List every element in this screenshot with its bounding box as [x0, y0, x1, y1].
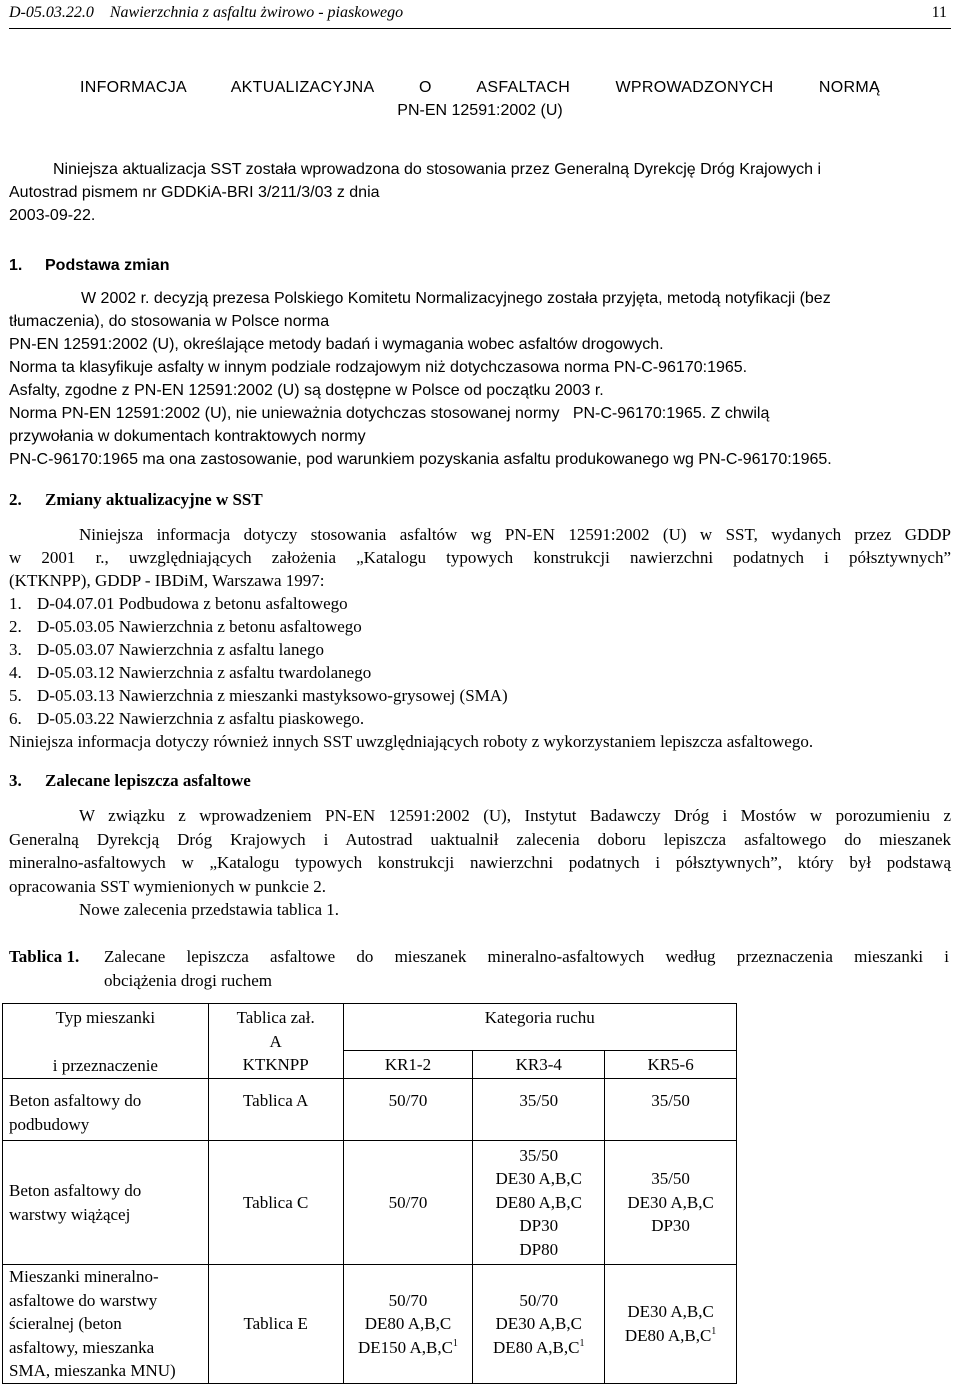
page-number: 11	[931, 4, 947, 21]
paragraph-line: przywołania w dokumentach kontraktowych normy	[9, 428, 366, 445]
table-header-row	[3, 1004, 737, 1051]
section-1-heading	[9, 256, 169, 276]
list-item: 4. D-05.03.12 Nawierzchnia z asfaltu twardolanego	[9, 663, 372, 682]
row-kr12: 50/70	[343, 1141, 473, 1265]
section-3-body	[9, 804, 951, 922]
paragraph-line: W związku z wprowadzeniem PN-EN 12591:2002 (U), Instytut Badawczy Dróg i Mostów w porozumieniu z	[79, 806, 951, 825]
paragraph-line: Niniejsza informacja dotyczy stosowania asfaltów wg PN-EN 12591:2002 (U) w SST, wydanych przez GDDP	[79, 525, 951, 544]
row-ktknpp-table: Tablica E	[208, 1265, 343, 1384]
row-ktknpp-table: Tablica A	[208, 1079, 343, 1141]
section-2-body	[9, 523, 951, 753]
header-kr34: KR3-4	[473, 1051, 605, 1079]
page-header	[9, 2, 951, 29]
intro-line: 2003-09-22.	[9, 207, 96, 224]
section-title: Zalecane lepiszcza asfaltowe	[45, 771, 251, 790]
paragraph-line: Niniejsza informacja dotyczy również innych SST uwzględniających roboty z wykorzystaniem lepiszcza asfaltowego.	[9, 732, 814, 751]
header-kr56: KR5-6	[605, 1051, 737, 1079]
paragraph-line: opracowania SST wymienionych w punkcie 2.	[9, 876, 326, 896]
row-kr34: 35/50 DE30 A,B,C DE80 A,B,C DP30 DP80	[473, 1141, 605, 1265]
section-3-heading	[9, 770, 251, 792]
header-document-title: D-05.03.22.0 Nawierzchnia z asfaltu żwirowo - piaskowego	[9, 4, 404, 21]
paragraph-line: (KTKNPP), GDDP - IBDiM, Warszawa 1997:	[9, 571, 325, 590]
table-row	[3, 1265, 737, 1384]
section-2-heading	[9, 489, 263, 511]
section-number: 1.	[9, 257, 23, 274]
row-kr12: 50/70	[343, 1079, 473, 1141]
row-kr56: DE30 A,B,C DE80 $A,B,C^1$	[605, 1265, 737, 1384]
paragraph-line: PN-EN 12591:2002 (U), określające metody badań i wymagania wobec asfaltów drogowych.	[9, 336, 664, 353]
paragraph-line: mineralno-asfaltowych w „Katalogu typowych konstrukcji nawierzchni podatnych i półsztywnych”, który był podstawą	[9, 853, 951, 872]
table-caption	[9, 945, 951, 993]
table-caption-label: Tablica 1.	[9, 947, 80, 966]
table-row	[3, 1141, 737, 1265]
section-1-body	[9, 287, 949, 471]
intro-paragraph	[9, 158, 909, 227]
list-item: 5. D-05.03.13 Nawierzchnia z mieszanki mastyksowo-grysowej (SMA)	[9, 686, 508, 705]
section-title: Zmiany aktualizacyjne w SST	[45, 490, 263, 509]
list-item: 6. D-05.03.22 Nawierzchnia z asfaltu piaskowego.	[9, 709, 365, 728]
section-title: Podstawa zmian	[45, 257, 170, 274]
intro-line: Autostrad pismem nr GDDKiA-BRI 3/211/3/03 z dnia	[9, 184, 380, 201]
paragraph-line: W 2002 r. decyzją prezesa Polskiego Komitetu Normalizacyjnego została przyjęta, metodą notyfikacji (bez	[81, 290, 831, 307]
list-item: 2. D-05.03.05 Nawierzchnia z betonu asfaltowego	[9, 617, 362, 636]
paragraph-line: PN-C-96170:1965 ma ona zastosowanie, pod warunkiem pozyskania asfaltu produkowanego wg PN-C-96170:1965.	[9, 451, 832, 468]
table-caption-text: obciążenia drogi ruchem	[104, 971, 273, 990]
paragraph-line: w 2001 r., uwzględniających założenia „Katalogu typowych konstrukcji nawierzchni podatnych i półsztywnych”	[9, 548, 951, 567]
row-kr34: 35/50	[473, 1079, 605, 1141]
row-mix-type: Beton asfaltowy do warstwy wiążącej	[3, 1141, 209, 1265]
row-mix-type: Beton asfaltowy do podbudowy	[3, 1079, 209, 1141]
row-kr12: 50/70 DE80 A,B,C DE150 $A,B,C^1$	[343, 1265, 473, 1384]
row-mix-type: Mieszanki mineralno- asfaltowe do warstwy ścieralnej (beton asfaltowy, mieszanka SMA, mieszanka MNU)	[3, 1265, 209, 1384]
header-ktknpp-table: Tablica zał. A KTKNPP	[208, 1004, 343, 1079]
paragraph-line: Nowe zalecenia przedstawia tablica 1.	[79, 900, 340, 919]
footnote-marker: 1	[711, 1325, 717, 1337]
table-caption-text: Zalecane lepiszcza asfaltowe do mieszanek mineralno-asfaltowych według przeznaczenia mieszanki i	[104, 947, 949, 966]
footnote-marker: 1	[579, 1337, 585, 1349]
paragraph-line: Asfalty, zgodne z PN-EN 12591:2002 (U) są dostępne w Polsce od początku 2003 r.	[9, 382, 604, 399]
paragraph-line: Norma ta klasyfikuje asfalty w innym podziale rodzajowym niż dotychczasowa norma PN-C-96170:1965.	[9, 359, 748, 376]
header-mix-type: Typ mieszanki i przeznaczenie	[3, 1004, 209, 1079]
table-row	[3, 1079, 737, 1141]
intro-line: Niniejsza aktualizacja SST została wprowadzona do stosowania przez Generalną Dyrekcję Dróg Krajowych i	[53, 161, 822, 178]
row-kr56: 35/50 DE30 A,B,C DP30	[605, 1141, 737, 1265]
header-kr12: KR1-2	[343, 1051, 473, 1079]
header-traffic-category: Kategoria ruchu	[343, 1004, 736, 1051]
list-item: 1. D-04.07.01 Podbudowa z betonu asfaltowego	[9, 594, 348, 613]
row-kr34: 50/70 DE30 A,B,C DE80 $A,B,C^1$	[473, 1265, 605, 1384]
paragraph-line: Norma PN-EN 12591:2002 (U), nie unieważnia dotychczas stosowanej normy PN-C-96170:1965. Z chwilą	[9, 405, 770, 422]
row-kr56: 35/50	[605, 1079, 737, 1141]
section-number: 2.	[9, 490, 22, 509]
list-item: 3. D-05.03.07 Nawierzchnia z asfaltu lanego	[9, 640, 324, 659]
document-title: INFORMACJA AKTUALIZACYJNA O ASFALTACH WPROWADZONYCH NORMĄ	[80, 79, 880, 96]
document-subtitle: PN-EN 12591:2002 (U)	[397, 102, 563, 119]
footnote-marker: 1	[452, 1337, 458, 1349]
paragraph-line: tłumaczenia), do stosowania w Polsce norma	[9, 313, 330, 330]
paragraph-line: Generalną Dyrekcją Dróg Krajowych i Autostrad uaktualnił zalecenia doboru lepiszcza asfaltowego do mieszanek	[9, 829, 951, 849]
binder-recommendation-table	[2, 1003, 737, 1384]
section-number: 3.	[9, 771, 22, 790]
row-ktknpp-table: Tablica C	[208, 1141, 343, 1265]
